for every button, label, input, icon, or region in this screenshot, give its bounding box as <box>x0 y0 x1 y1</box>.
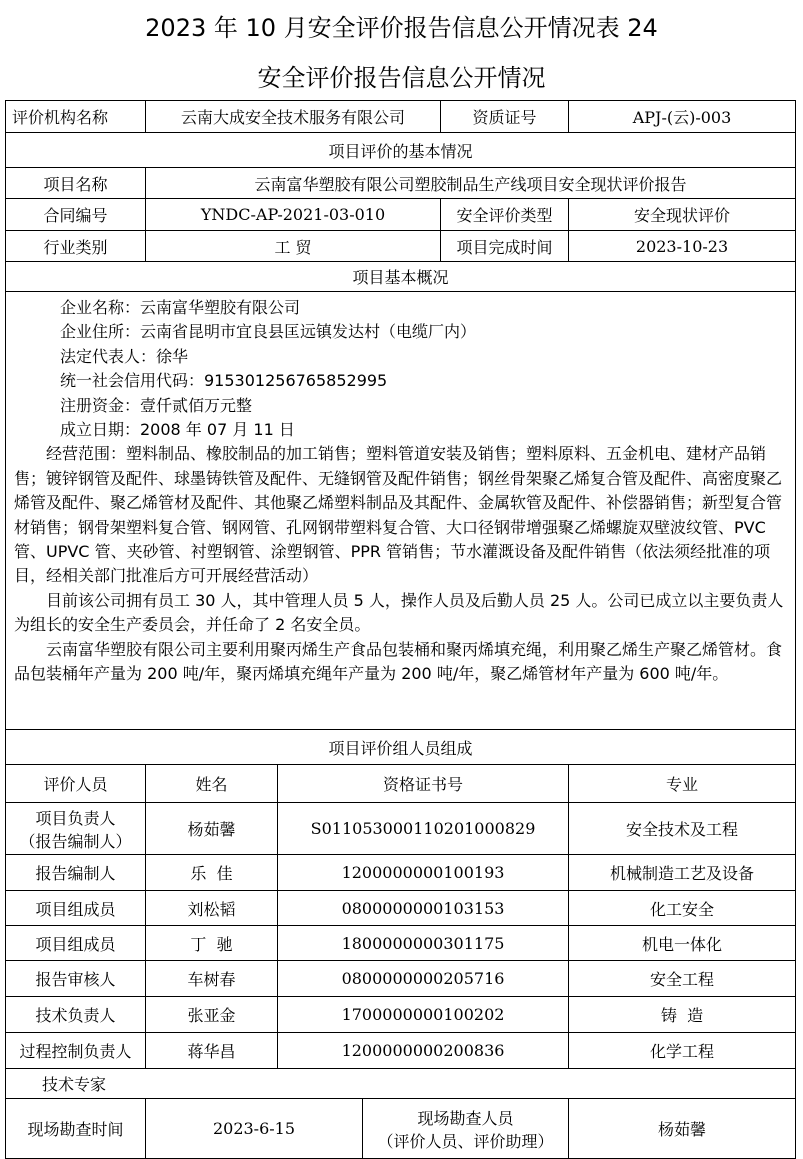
basic-section-title: 项目评价的基本情况 <box>6 133 796 168</box>
tech-expert-label: 技术专家 <box>6 1069 796 1099</box>
survey-time: 2023-6-15 <box>146 1099 363 1159</box>
team-major: 化学工程 <box>569 1033 796 1069</box>
team-cert: 1800000000301175 <box>278 926 569 961</box>
team-role: 过程控制负责人 <box>6 1033 146 1069</box>
eval-type-label: 安全评价类型 <box>441 199 569 231</box>
overview-section-title: 项目基本概况 <box>6 262 796 292</box>
team-cert: 1200000000200836 <box>278 1033 569 1069</box>
team-role <box>6 803 146 855</box>
org-label: 评价机构名称 <box>6 101 146 133</box>
survey-time-label: 现场勘查时间 <box>6 1099 146 1159</box>
org-row <box>6 101 796 133</box>
complete-time-label: 项目完成时间 <box>441 231 569 262</box>
page-title: 2023 年 10 月安全评价报告信息公开情况表 24 <box>145 14 658 42</box>
table-row <box>6 961 796 997</box>
cert-number: APJ-(云)-003 <box>569 101 796 133</box>
overview-content <box>6 292 796 730</box>
survey-staff: 杨茹馨 <box>569 1099 796 1159</box>
team-role-line1: 项目负责人 <box>35 808 116 828</box>
complete-date: 2023-10-23 <box>569 231 796 262</box>
team-header-major: 专业 <box>569 765 796 803</box>
contract-label: 合同编号 <box>6 199 146 231</box>
team-major: 安全工程 <box>569 961 796 997</box>
team-role: 技术负责人 <box>6 997 146 1033</box>
team-major: 机械制造工艺及设备 <box>569 855 796 891</box>
team-cert: S011053000110201000829 <box>278 803 569 855</box>
registered-capital: 注册资金：壹仟贰佰万元整 <box>60 395 253 415</box>
credit-code: 统一社会信用代码：915301256765852995 <box>60 371 388 391</box>
team-header-name: 姓名 <box>146 765 278 803</box>
team-name: 丁 驰 <box>146 926 278 961</box>
cert-label: 资质证号 <box>441 101 569 133</box>
team-section-title: 项目评价组人员组成 <box>6 730 796 765</box>
business-scope: 经营范围：塑料制品、橡胶制品的加工销售；塑料管道安装及销售；塑料原料、五金机电、建材产品销售；镀锌钢管及配件、球墨铸铁管及配件、无缝钢管及配件销售；钢丝骨架聚乙烯复合管及配件、高密度聚乙烯管及配件、聚乙烯管材及配件、其他聚乙烯塑料制品及其配件、金属软管及配件、补偿器销售；新型复合管材销售；钢骨架塑料复合管、钢网管、孔网钢带塑料复合管、大口径钢带增强聚乙烯螺旋双壁波纹管、PVC 管、UPVC 管、夹砂管、衬塑钢管、涂塑钢管、PPR 管销售；节水灌溉设备及配件销售（依法须经批准的项目，经相关部门批准后方可开展经营活动） <box>14 444 783 586</box>
team-name: 蒋华昌 <box>146 1033 278 1069</box>
team-name: 杨茹馨 <box>146 803 278 855</box>
table-row <box>6 803 796 855</box>
team-role: 报告编制人 <box>6 855 146 891</box>
table-row <box>6 855 796 891</box>
team-role-line2: （报告编制人） <box>19 831 132 851</box>
team-name: 车树春 <box>146 961 278 997</box>
team-cert: 1700000000100202 <box>278 997 569 1033</box>
table-row <box>6 997 796 1033</box>
survey-staff-label-line2: （评价人员、评价助理） <box>377 1131 554 1151</box>
team-major: 安全技术及工程 <box>569 803 796 855</box>
team-role: 项目组成员 <box>6 891 146 926</box>
table-row <box>6 891 796 926</box>
team-header-row <box>6 765 796 803</box>
eval-type: 安全现状评价 <box>569 199 796 231</box>
team-role: 报告审核人 <box>6 961 146 997</box>
table-row <box>6 926 796 961</box>
team-cert: 1200000000100193 <box>278 855 569 891</box>
team-major: 机电一体化 <box>569 926 796 961</box>
team-name: 张亚金 <box>146 997 278 1033</box>
team-header-role: 评价人员 <box>6 765 146 803</box>
team-name: 刘松韬 <box>146 891 278 926</box>
survey-row <box>6 1099 796 1159</box>
team-name: 乐 佳 <box>146 855 278 891</box>
project-name-label: 项目名称 <box>6 168 146 199</box>
team-role: 项目组成员 <box>6 926 146 961</box>
company-name: 企业名称：云南富华塑胶有限公司 <box>60 298 301 317</box>
survey-staff-label-line1: 现场勘查人员 <box>417 1108 514 1128</box>
team-major: 化工安全 <box>569 891 796 926</box>
team-header-cert: 资格证书号 <box>278 765 569 803</box>
team-major: 铸 造 <box>569 997 796 1033</box>
production-info: 云南富华塑胶有限公司主要利用聚丙烯生产食品包装桶和聚丙烯填充绳，利用聚乙烯生产聚乙烯管材。食品包装桶年产量为 200 吨/年，聚丙烯填充绳年产量为 200 吨/年，聚乙烯管材年产量为 600 吨/年。 <box>14 639 783 684</box>
org-name: 云南大成安全技术服务有限公司 <box>146 101 441 133</box>
company-address: 企业住所：云南省昆明市宜良县匡远镇发达村（电缆厂内） <box>60 322 477 342</box>
staff-info: 目前该公司拥有员工 30 人，其中管理人员 5 人，操作人员及后勤人员 25 人。公司已成立以主要负责人为组长的安全生产委员会，并任命了 2 名安全员。 <box>14 590 784 635</box>
survey-staff-label <box>363 1099 569 1159</box>
project-name: 云南富华塑胶有限公司塑胶制品生产线项目安全现状评价报告 <box>146 168 796 199</box>
disclosure-table <box>5 100 796 1159</box>
team-cert: 0800000000205716 <box>278 961 569 997</box>
legal-representative: 法定代表人：徐华 <box>60 346 189 366</box>
contract-number: YNDC-AP-2021-03-010 <box>146 199 441 231</box>
founded-date: 成立日期：2008 年 07 月 11 日 <box>60 420 295 440</box>
document-subtitle: 安全评价报告信息公开情况 <box>257 64 546 92</box>
industry-label: 行业类别 <box>6 231 146 262</box>
table-row <box>6 1033 796 1069</box>
team-cert: 0800000000103153 <box>278 891 569 926</box>
industry-value: 工 贸 <box>146 231 441 262</box>
